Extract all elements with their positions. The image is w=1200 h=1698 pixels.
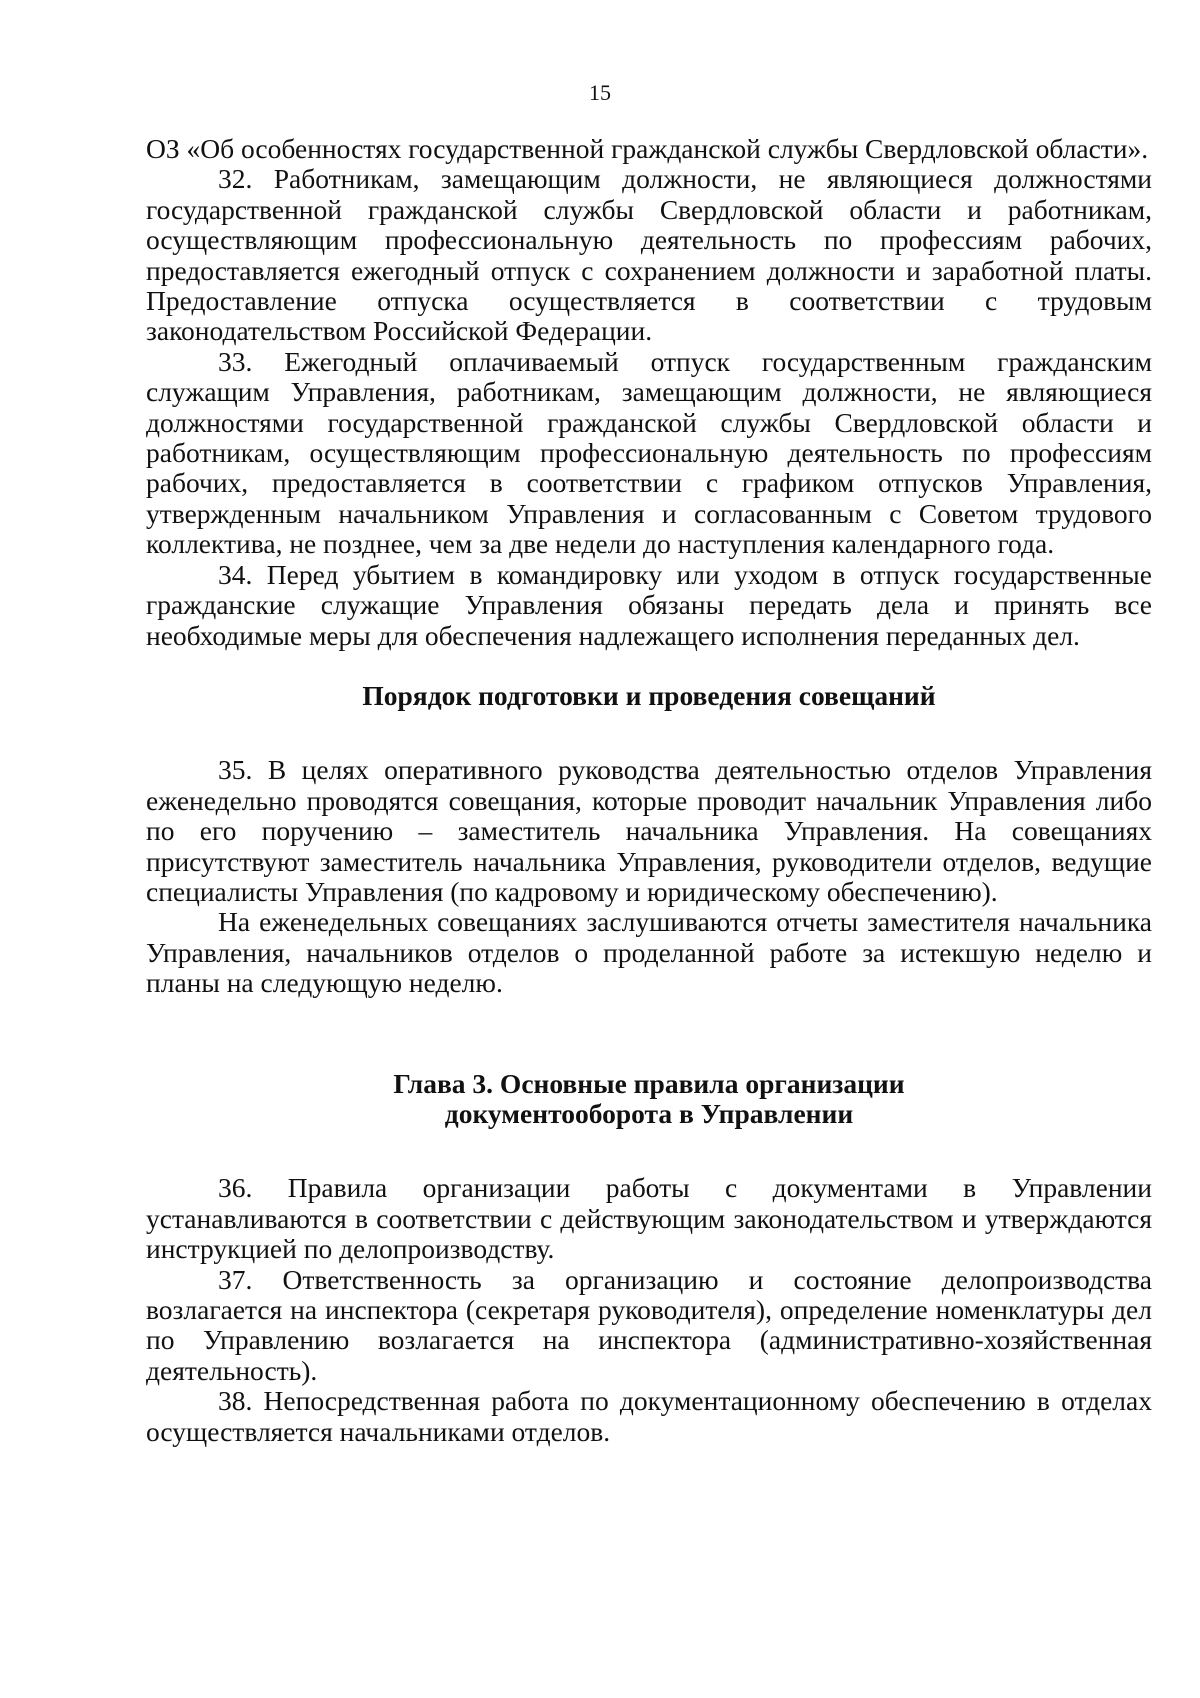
paragraph-35: 35. В целях оперативного руководства деятельностью отделов Управления еженедельно проводятся совещания, которые проводит начальник Управления либо по его поручению – заместитель начальника Управления. На совещаниях присутствуют заместитель начальника Управления, руководители отделов, ведущие специалисты Управления (по кадровому и юридическому обеспечению).: [146, 754, 1152, 907]
chapter-heading-line-2: документооборота в Управлении: [444, 1097, 854, 1129]
paragraph-38: 38. Непосредственная работа по документационному обеспечению в отделах осуществляется начальниками отделов.: [146, 1385, 1152, 1447]
paragraph-33: 33. Ежегодный оплачиваемый отпуск государственным гражданским служащим Управления, работникам, замещающим должности, не являющиеся должностями государственной гражданской службы Свердловской области и работникам, осуществляющим профессиональную деятельность по профессиям рабочих, предоставляется в соответствии с графиком отпусков Управления, утвержденным начальником Управления и согласованным с Советом трудового коллектива, не позднее, чем за две недели до наступления календарного года.: [146, 345, 1152, 560]
chapter-heading: [146, 1069, 1152, 1130]
document-body: [146, 134, 1152, 1447]
paragraph-32: 32. Работникам, замещающим должности, не являющиеся должностями государственной гражданской службы Свердловской области и работникам, осуществляющим профессиональную деятельность по профессиям рабочих, предоставляется ежегодный отпуск с сохранением должности и заработной платы. Предоставление отпуска осуществляется в соответствии с трудовым законодательством Российской Федерации.: [146, 163, 1152, 347]
paragraph-35-continued: На еженедельных совещаниях заслушиваются отчеты заместителя начальника Управления, начальников отделов о проделанной работе за истекшую неделю и планы на следующую неделю.: [146, 906, 1152, 999]
section-heading-meetings: Порядок подготовки и проведения совещаний: [362, 679, 936, 711]
page-number: 15: [589, 80, 611, 105]
chapter-heading-line-1: Глава 3. Основные правила организации: [393, 1067, 905, 1099]
paragraph-34: 34. Перед убытием в командировку или уходом в отпуск государственные гражданские служащие Управления обязаны передать дела и принять все необходимые меры для обеспечения надлежащего исполнения переданных дел.: [146, 558, 1152, 651]
paragraph-37: 37. Ответственность за организацию и состояние делопроизводства возлагается на инспектора (секретаря руководителя), определение номенклатуры дел по Управлению возлагается на инспектора (административно-хозяйственная деятельность).: [146, 1263, 1152, 1386]
paragraph-36: 36. Правила организации работы с документами в Управлении устанавливаются в соответствии с действующим законодательством и утверждаются инструкцией по делопроизводству.: [146, 1172, 1152, 1265]
paragraph-law-reference: ОЗ «Об особенностях государственной гражданской службы Свердловской области».: [146, 133, 1149, 164]
